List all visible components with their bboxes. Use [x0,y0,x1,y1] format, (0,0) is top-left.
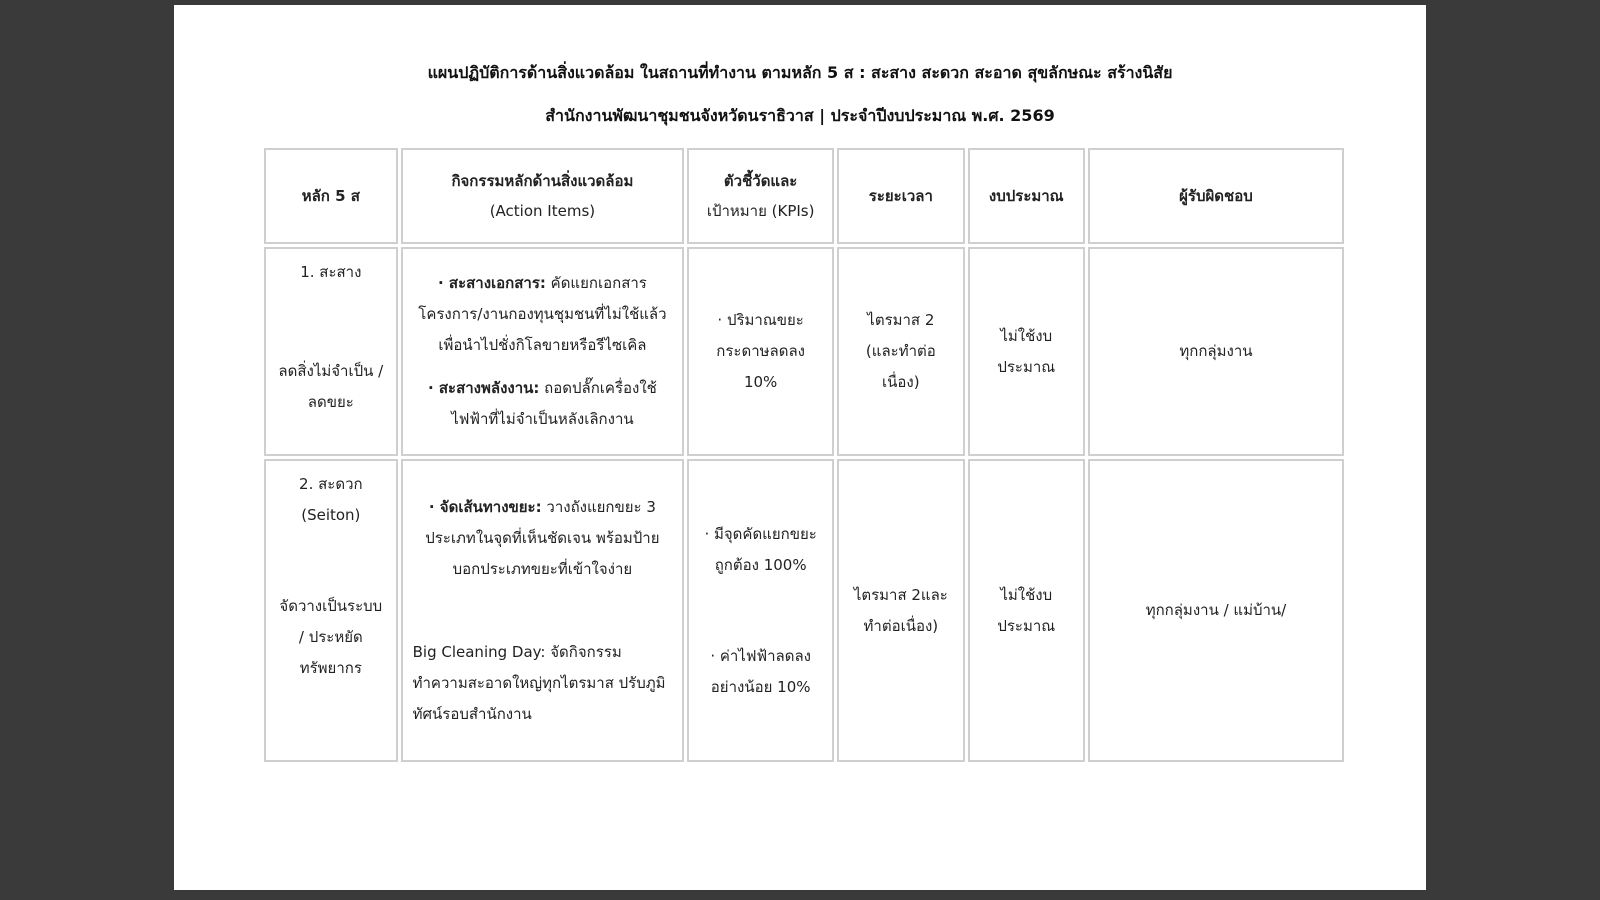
action-item-text: ถอดปลั๊กเครื่องใช้ไฟฟ้าที่ไม่จำเป็นหลังเลิกงาน [451,379,657,428]
header-kpi-line2: เป้าหมาย (KPIs) [706,202,815,220]
action-item-text: คัดแยกเอกสารโครงการ/งานกองทุนชุมชนที่ไม่ใช้แล้ว เพื่อนำไปชั่งกิโลขายหรือรีไซเคิล [418,274,667,354]
action-item-text: วางถังแยกขยะ 3 ประเภทในจุดที่เห็นชัดเจน พร้อมป้ายบอกประเภทขยะที่เข้าใจง่าย [425,497,660,578]
header-period: ระยะเวลา [837,148,965,244]
period-cell: ไตรมาส 2และทำต่อเนื่อง) [837,459,965,762]
header-actions-line2: (Action Items) [489,202,596,220]
kpi-item [699,641,822,703]
kpi-item [699,519,822,581]
pillar-cell [264,459,398,762]
action-item [413,268,673,361]
table-row [264,459,1344,762]
table-header-row [264,148,1344,244]
kpi-text: · ค่าไฟฟ้าลดลงอย่างน้อย [710,646,811,696]
kpi-value: 100% [763,555,807,574]
action-item-text: จัดกิจกรรมทำความสะอาดใหญ่ทุกไตรมาส ปรับภูมิทัศน์รอบสำนักงาน [412,642,666,723]
kpi-text: · ปริมาณขยะกระดาษลดลง [716,311,805,360]
header-actions-line1: กิจกรรมหลักด้านสิ่งแวดล้อม [451,172,634,190]
action-item-label: · สะสางพลังงาน: [427,379,540,397]
kpi-value: 10% [743,373,778,391]
header-actions [401,148,685,244]
pillar-description: ลดสิ่งไม่จำเป็น / ลดขยะ [278,362,384,411]
pillar-cell [264,247,398,456]
budget-cell: ไม่ใช้งบประมาณ [968,459,1085,762]
action-item-label: · จัดเส้นทางขยะ: [428,497,542,516]
document-page [174,5,1426,890]
action-item-label: · สะสางเอกสาร: [438,274,546,292]
actions-cell [401,247,685,456]
action-item [413,637,673,730]
header-budget: งบประมาณ [968,148,1085,244]
pillar-description: จัดวางเป็นระบบ / ประหยัดทรัพยากร [279,597,383,677]
action-item [413,373,673,435]
pillar-name: 1. สะสาง [300,263,362,281]
actions-cell [401,459,685,762]
period-cell: ไตรมาส 2 (และทำต่อเนื่อง) [837,247,965,456]
action-item [413,492,673,585]
owner-cell: ทุกกลุ่มงาน / แม่บ้าน/ [1088,459,1344,762]
document-subtitle: สำนักงานพัฒนาชุมชนจังหวัดนราธิวาส | ประจำปีงบประมาณ พ.ศ. 2569 [545,106,1055,125]
header-owner: ผู้รับผิดชอบ [1088,148,1344,244]
pillar-name: 2. สะดวก (Seiton) [299,475,363,524]
kpi-text: · มีจุดคัดแยกขยะถูกต้อง [704,524,817,574]
kpi-value: 10% [777,677,811,696]
action-item-label: Big Cleaning Day: [412,642,546,661]
kpi-cell [687,459,834,762]
owner-cell: ทุกกลุ่มงาน [1088,247,1344,456]
table-row [264,247,1344,456]
header-kpi-line1: ตัวชี้วัดและ [723,172,798,190]
action-plan-table [261,145,1347,765]
kpi-cell [687,247,834,456]
document-title: แผนปฏิบัติการด้านสิ่งแวดล้อม ในสถานที่ทำงาน ตามหลัก 5 ส : สะสาง สะดวก สะอาด สุขลักษณะ สร้างนิสัย [427,63,1173,82]
kpi-item [699,305,822,398]
header-kpi [687,148,834,244]
header-pillar: หลัก 5 ส [264,148,398,244]
budget-cell: ไม่ใช้งบประมาณ [968,247,1085,456]
